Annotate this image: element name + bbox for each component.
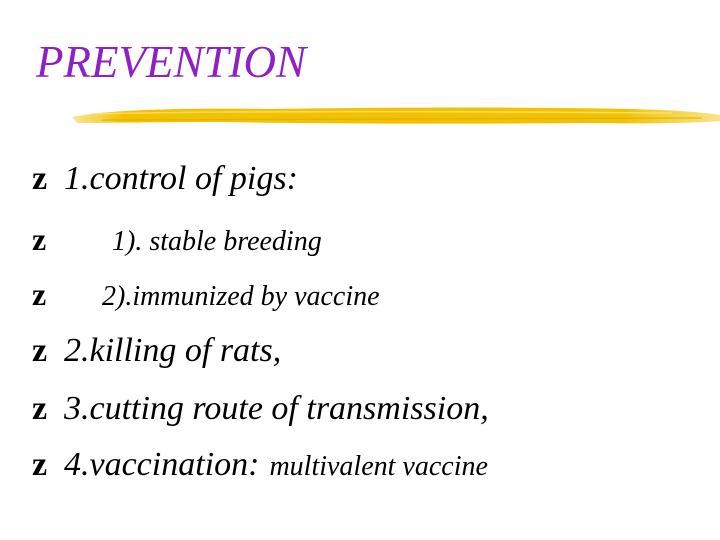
list-item-subtext: multivalent vaccine — [269, 451, 488, 482]
list-item — [32, 448, 488, 482]
list-item — [32, 334, 281, 368]
bullet-icon: z — [32, 276, 47, 312]
slide-title: PREVENTION — [36, 37, 306, 87]
list-item-text: 3.cutting route of transmission, — [64, 390, 489, 427]
bullet-icon: z — [32, 221, 47, 257]
list-item — [32, 392, 489, 426]
list-item — [32, 278, 380, 311]
title-underline-brush — [72, 103, 720, 129]
list-item-text: 4.vaccination: — [64, 446, 260, 483]
bullet-icon: z — [32, 332, 48, 369]
list-item-text: 2.killing of rats, — [64, 332, 282, 369]
list-item-text: 1). stable breeding — [112, 226, 322, 257]
list-item-text: 1.control of pigs: — [64, 160, 298, 197]
list-item-text: 2).immunized by vaccine — [102, 281, 380, 312]
list-item — [32, 223, 322, 256]
bullet-icon: z — [32, 390, 48, 427]
list-item — [32, 162, 298, 196]
bullet-icon: z — [32, 160, 48, 197]
bullet-icon: z — [32, 446, 48, 483]
